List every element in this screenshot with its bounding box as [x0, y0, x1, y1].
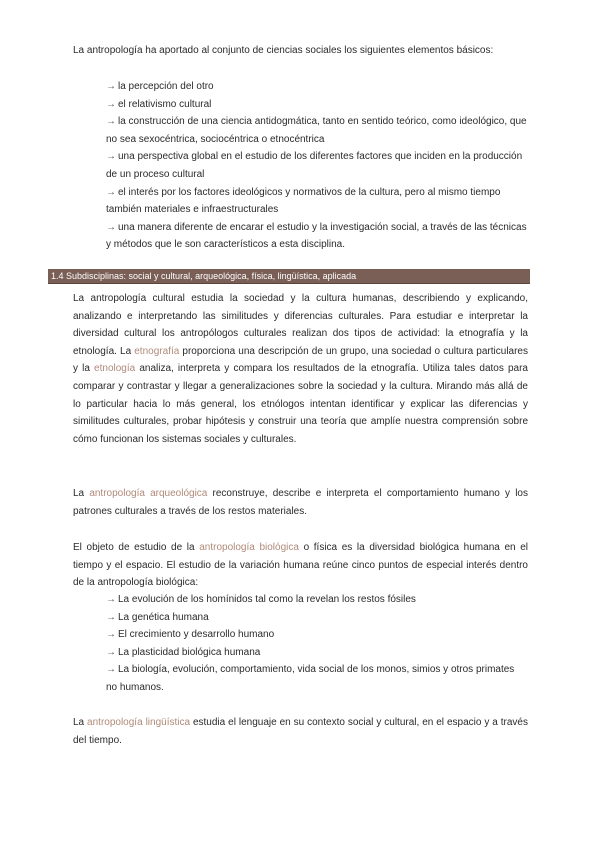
- intro-list: [106, 78, 528, 254]
- arrow-icon: →: [106, 594, 116, 605]
- arrow-icon: →: [106, 151, 116, 163]
- archaeo-paragraph: La antropología arqueológica reconstruye, describe e interpreta el comportamiento humano y los patrones culturales a través de los restos materiales.: [73, 488, 528, 517]
- term-biologica: antropología biológica: [199, 542, 299, 553]
- arrow-icon: →: [106, 611, 116, 623]
- section-heading: 1.4 Subdisciplinas: social y cultural, arqueológica, física, lingüística, aplicada: [48, 269, 530, 284]
- list-item: → La genética humana: [106, 609, 528, 627]
- term-etnografia: etnografía: [134, 345, 180, 357]
- arrow-icon: →: [106, 629, 116, 641]
- arrow-icon: →: [106, 186, 116, 198]
- arrow-icon: →: [106, 221, 116, 233]
- term-linguistica: antropología lingüística: [87, 717, 191, 728]
- list-item: → el interés por los factores ideológicos y normativos de la cultura, pero al mismo tiempo también materiales e infraestructurales: [106, 184, 528, 219]
- list-item: → la percepción del otro: [106, 78, 528, 96]
- list-item: → La plasticidad biológica humana: [106, 644, 528, 662]
- cultural-paragraph: La antropología cultural estudia la sociedad y la cultura humanas, describiendo y explicando, analizando e interpretando las similitudes y diferencias culturales. Para estudiar e interpretar la diversidad cultural los antropólogos culturales realizan dos tipos de actividad: la etnografía y la etnología. La etnografía proporciona una descripción de un grupo, una sociedad o cultura particulares y la etnología analiza, interpreta y compara los resultados de la etnografía. Utiliza tales datos para comparar y contrastar y llegar a generalizaciones sobre la sociedad y la cultura. Mirando más allá de lo particular hacia lo más general, los etnólogos intentan identificar y explicar las diferencias y similitudes culturales, probar hipótesis y construir una teoría que amplíe nuestra comprensión sobre cómo funcionan los sistemas sociales y culturales.: [73, 293, 528, 445]
- arrow-icon: →: [106, 664, 116, 676]
- bio-list: [106, 591, 528, 697]
- ling-paragraph: La antropología lingüística estudia el lenguaje en su contexto social y cultural, en el espacio y a través del tiempo.: [73, 717, 528, 746]
- list-item: → El crecimiento y desarrollo humano: [106, 626, 528, 644]
- term-arqueologica: antropología arqueológica: [89, 488, 208, 499]
- arrow-icon: →: [106, 646, 116, 658]
- arrow-icon: →: [106, 116, 116, 128]
- list-item: → el relativismo cultural: [106, 96, 528, 114]
- arrow-icon: →: [106, 98, 116, 110]
- intro-paragraph: La antropología ha aportado al conjunto de ciencias sociales los siguientes elementos básicos:: [73, 45, 494, 56]
- bio-paragraph: El objeto de estudio de la antropología biológica o física es la diversidad biológica humana en el tiempo y el espacio. El estudio de la variación humana reúne cinco puntos de especial interés dentro de la antropología biológica:: [73, 542, 528, 589]
- list-item: → una perspectiva global en el estudio de los diferentes factores que inciden en la producción de un proceso cultural: [106, 148, 528, 183]
- list-item: → una manera diferente de encarar el estudio y la investigación social, a través de las técnicas y métodos que le son característicos a esta disciplina.: [106, 219, 528, 254]
- arrow-icon: →: [106, 81, 116, 92]
- list-item: → La evolución de los homínidos tal como la revelan los restos fósiles: [106, 591, 528, 609]
- list-item: → la construcción de una ciencia antidogmática, tanto en sentido teórico, como ideológico, que no sea sexocéntrica, sociocéntrica o etnocéntrica: [106, 113, 528, 148]
- list-item: → La biología, evolución, comportamiento, vida social de los monos, simios y otros primates no humanos.: [106, 661, 528, 696]
- term-etnologia: etnología: [94, 363, 136, 375]
